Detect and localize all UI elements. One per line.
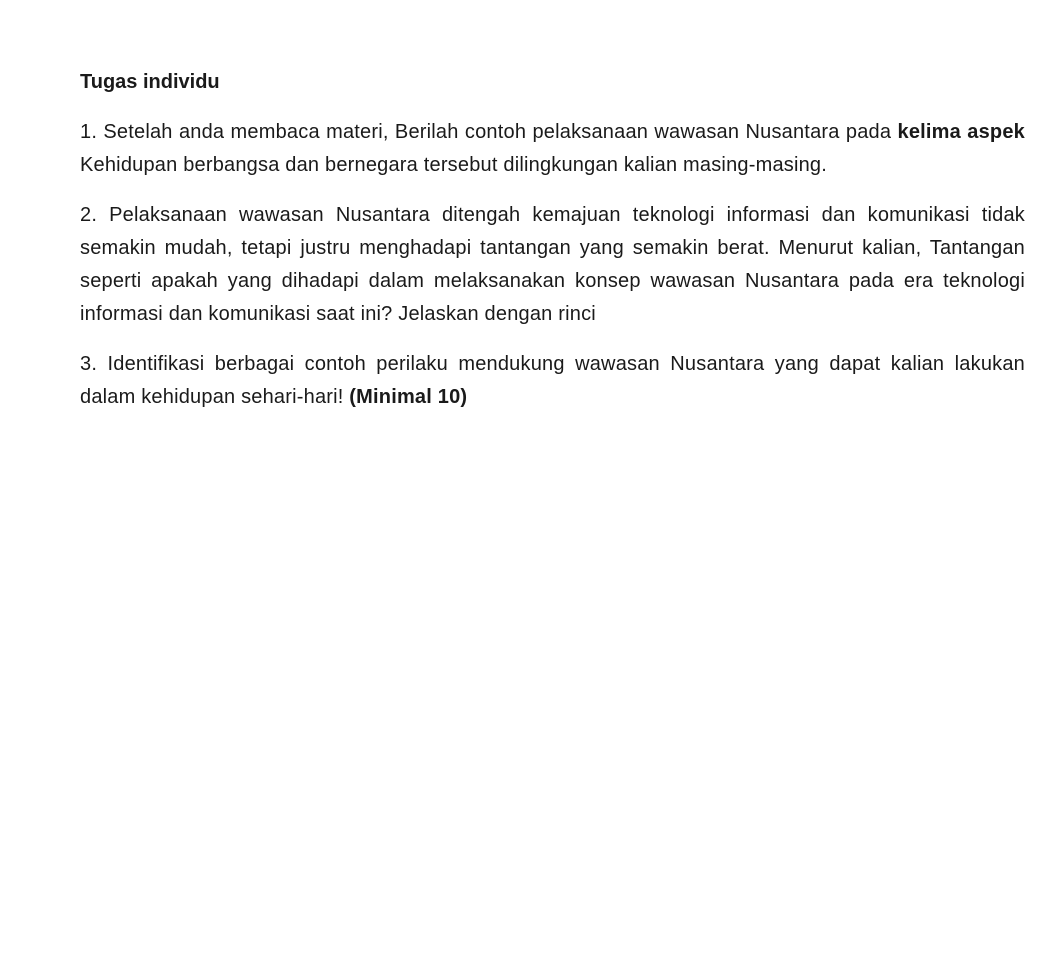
assignment-document — [80, 66, 1025, 431]
question-3 — [80, 348, 1025, 414]
document-title: Tugas individu — [80, 71, 220, 93]
question-1-emphasis: kelima aspek — [897, 121, 1025, 143]
question-2-text: 2. Pelaksanaan wawasan Nusantara ditengah kemajuan teknologi informasi dan komunikasi tidak semakin mudah, tetapi justru menghadapi tantangan yang semakin berat. Menurut kalian, Tantangan seperti apakah yang dihadapi dalam melaksanakan konsep wawasan Nusantara pada era teknologi informasi dan komunikasi saat ini? Jelaskan dengan rinci — [80, 204, 1025, 325]
question-1-text-end: Kehidupan berbangsa dan bernegara tersebut dilingkungan kalian masing-masing. — [80, 154, 828, 176]
question-1-text-start: 1. Setelah anda membaca materi, Berilah contoh pelaksanaan wawasan Nusantara pada — [80, 121, 898, 143]
question-1 — [80, 116, 1025, 182]
question-2 — [80, 199, 1025, 331]
question-3-text: 3. Identifikasi berbagai contoh perilaku mendukung wawasan Nusantara yang dapat kalian lakukan dalam kehidupan sehari-hari! — [80, 353, 1025, 408]
question-3-emphasis: (Minimal 10) — [349, 386, 468, 408]
